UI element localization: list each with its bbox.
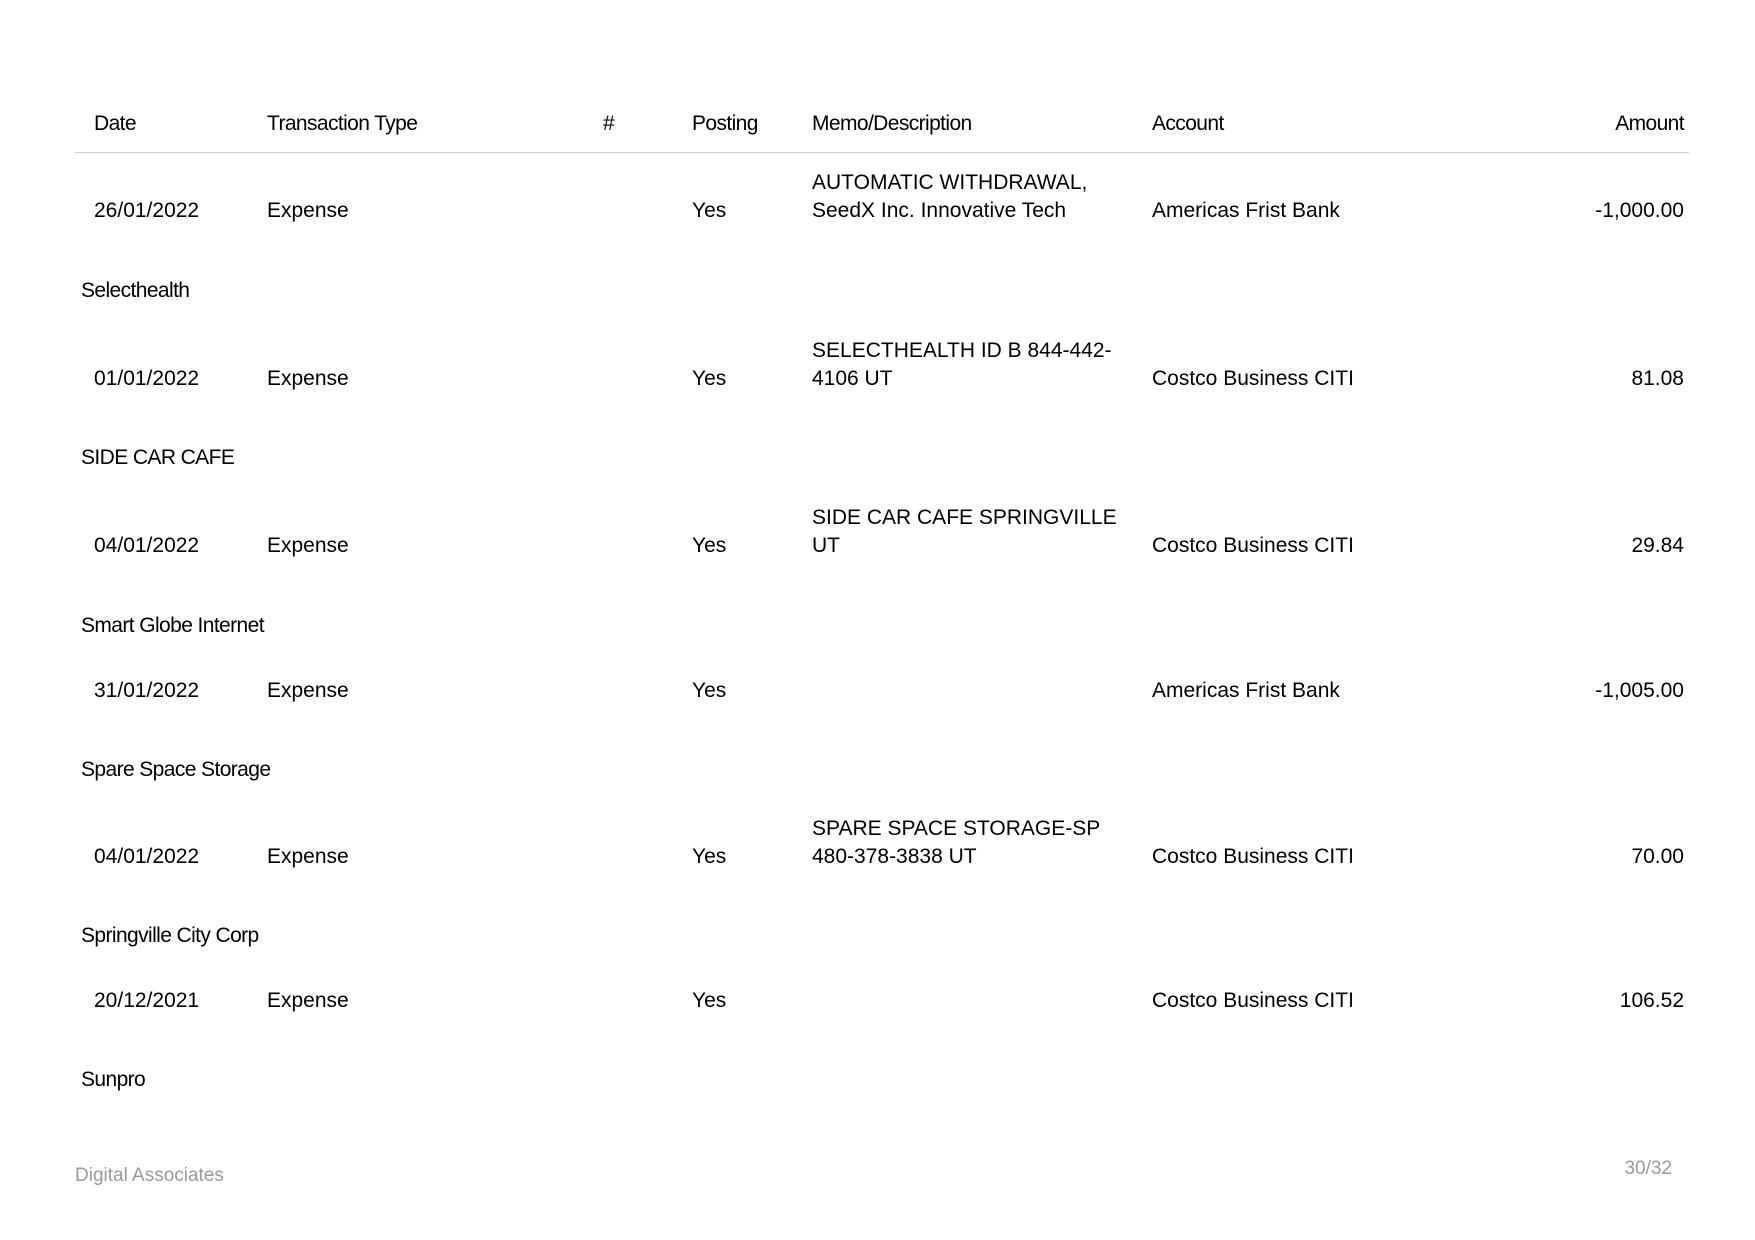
row-account: Costco Business CITI bbox=[1152, 367, 1354, 390]
column-header-account: Account bbox=[1152, 112, 1224, 135]
row-memo-line-2: 4106 UT bbox=[812, 367, 893, 390]
row-account: Americas Frist Bank bbox=[1152, 679, 1340, 702]
row-posting: Yes bbox=[692, 845, 727, 868]
footer-page-number: 30/32 bbox=[1624, 1158, 1672, 1179]
row-memo bbox=[812, 504, 1132, 560]
vendor-group-title: SIDE CAR CAFE bbox=[81, 446, 235, 469]
row-amount: 81.08 bbox=[1631, 367, 1684, 390]
row-memo bbox=[812, 337, 1132, 393]
row-date: 26/01/2022 bbox=[94, 199, 200, 222]
row-transaction-type: Expense bbox=[267, 367, 349, 390]
table-row bbox=[75, 506, 1689, 581]
column-header-memo: Memo/Description bbox=[812, 112, 972, 135]
row-date: 04/01/2022 bbox=[94, 845, 200, 868]
row-date: 31/01/2022 bbox=[94, 679, 200, 702]
vendor-group-title: Springville City Corp bbox=[81, 924, 259, 947]
column-header-amount: Amount bbox=[1615, 112, 1684, 135]
table-row bbox=[75, 171, 1689, 246]
vendor-group-title: Sunpro bbox=[81, 1068, 146, 1091]
footer-company-name: Digital Associates bbox=[75, 1165, 224, 1186]
row-transaction-type: Expense bbox=[267, 845, 349, 868]
vendor-group-title: Spare Space Storage bbox=[81, 758, 271, 781]
row-posting: Yes bbox=[692, 367, 727, 390]
table-row bbox=[75, 656, 1689, 726]
row-account: Costco Business CITI bbox=[1152, 989, 1354, 1012]
row-account: Costco Business CITI bbox=[1152, 534, 1354, 557]
row-posting: Yes bbox=[692, 679, 727, 702]
row-memo bbox=[812, 169, 1132, 225]
row-memo-line-2: SeedX Inc. Innovative Tech bbox=[812, 199, 1067, 222]
row-amount: -1,000.00 bbox=[1595, 199, 1684, 222]
vendor-group-title: Selecthealth bbox=[81, 279, 190, 302]
row-amount: -1,005.00 bbox=[1595, 679, 1684, 702]
row-transaction-type: Expense bbox=[267, 199, 349, 222]
table-row bbox=[75, 339, 1689, 414]
row-posting: Yes bbox=[692, 534, 727, 557]
row-posting: Yes bbox=[692, 199, 727, 222]
column-header-date: Date bbox=[94, 112, 136, 135]
row-transaction-type: Expense bbox=[267, 679, 349, 702]
row-transaction-type: Expense bbox=[267, 534, 349, 557]
table-header bbox=[75, 104, 1689, 153]
row-transaction-type: Expense bbox=[267, 989, 349, 1012]
row-memo bbox=[812, 815, 1132, 871]
row-amount: 70.00 bbox=[1631, 845, 1684, 868]
row-account: Costco Business CITI bbox=[1152, 845, 1354, 868]
row-memo-line-2: 480-378-3838 UT bbox=[812, 845, 977, 868]
row-date: 01/01/2022 bbox=[94, 367, 200, 390]
row-amount: 106.52 bbox=[1619, 989, 1684, 1012]
row-memo-line-1: SELECTHEALTH ID B 844-442- bbox=[812, 339, 1112, 362]
vendor-group-title: Smart Globe Internet bbox=[81, 614, 264, 637]
row-date: 20/12/2021 bbox=[94, 989, 200, 1012]
row-date: 04/01/2022 bbox=[94, 534, 200, 557]
row-memo-line-1: SPARE SPACE STORAGE-SP bbox=[812, 817, 1101, 840]
table-row bbox=[75, 817, 1689, 892]
column-header-transaction-type: Transaction Type bbox=[267, 112, 418, 135]
table-row bbox=[75, 966, 1689, 1036]
row-posting: Yes bbox=[692, 989, 727, 1012]
row-memo-line-2: UT bbox=[812, 534, 840, 557]
column-header-number: # bbox=[603, 112, 615, 135]
row-memo-line-1: SIDE CAR CAFE SPRINGVILLE bbox=[812, 506, 1117, 529]
column-header-posting: Posting bbox=[692, 112, 758, 135]
row-memo-line-1: AUTOMATIC WITHDRAWAL, bbox=[812, 171, 1088, 194]
row-account: Americas Frist Bank bbox=[1152, 199, 1340, 222]
row-amount: 29.84 bbox=[1631, 534, 1684, 557]
